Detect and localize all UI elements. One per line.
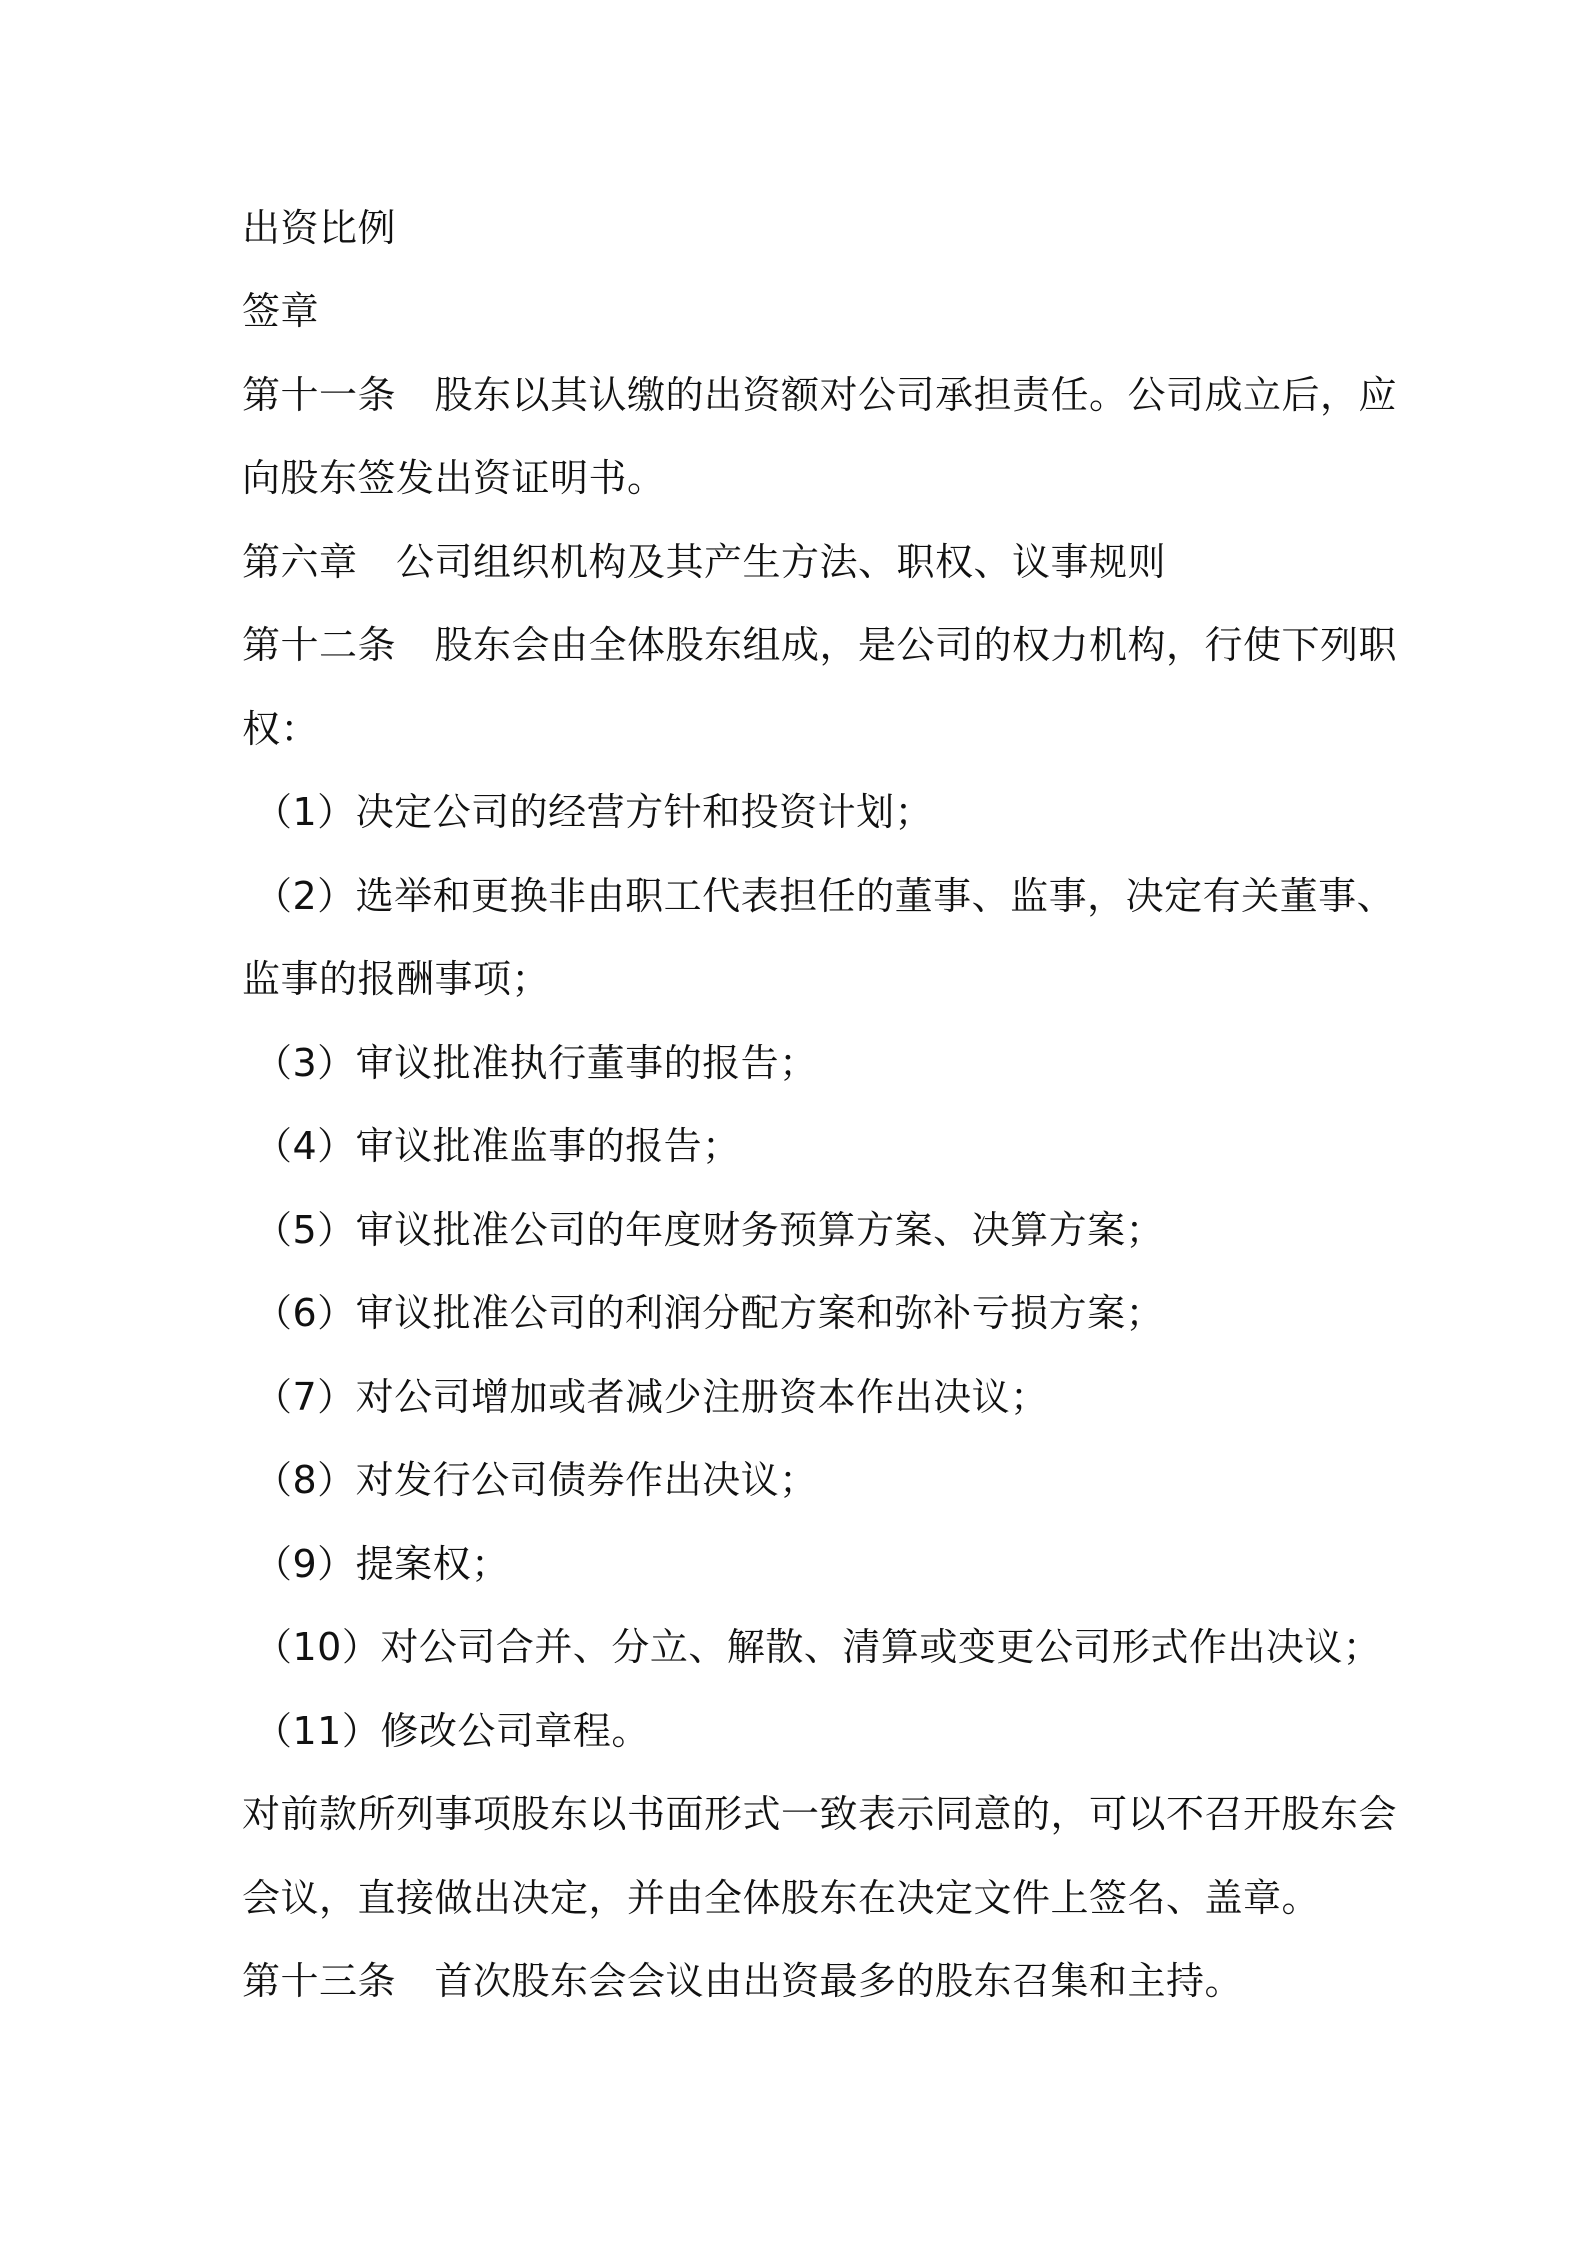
power-item-5: （5）审议批准公司的年度财务预算方案、决算方案； [254, 1208, 1165, 1252]
article-12-line-2: 权： [242, 707, 320, 751]
article-11-line-1: 第十一条 股东以其认缴的出资额对公司承担责任。公司成立后，应 [242, 373, 1398, 417]
article-12-line-1: 第十二条 股东会由全体股东组成，是公司的权力机构，行使下列职 [242, 623, 1398, 667]
power-item-11: （11）修改公司章程。 [254, 1709, 650, 1753]
chapter-6-heading: 第六章 公司组织机构及其产生方法、职权、议事规则 [242, 540, 1167, 584]
written-consent-line-2: 会议，直接做出决定，并由全体股东在决定文件上签名、盖章。 [242, 1876, 1321, 1920]
power-item-2-line-1: （2）选举和更换非由职工代表担任的董事、监事，决定有关董事、 [254, 874, 1396, 918]
text-line-signature: 签章 [242, 289, 320, 333]
power-item-4: （4）审议批准监事的报告； [254, 1124, 741, 1168]
text-line-capital-ratio: 出资比例 [242, 206, 397, 250]
article-13-line: 第十三条 首次股东会会议由出资最多的股东召集和主持。 [242, 1959, 1244, 2003]
article-11-line-2: 向股东签发出资证明书。 [242, 456, 666, 500]
power-item-1: （1）决定公司的经营方针和投资计划； [254, 790, 934, 834]
power-item-3: （3）审议批准执行董事的报告； [254, 1041, 818, 1085]
power-item-9: （9）提案权； [254, 1542, 510, 1586]
power-item-8: （8）对发行公司债券作出决议； [254, 1458, 818, 1502]
power-item-2-line-2: 监事的报酬事项； [242, 957, 551, 1001]
written-consent-line-1: 对前款所列事项股东以书面形式一致表示同意的，可以不召开股东会 [242, 1792, 1398, 1836]
power-item-7: （7）对公司增加或者减少注册资本作出决议； [254, 1375, 1049, 1419]
power-item-6: （6）审议批准公司的利润分配方案和弥补亏损方案； [254, 1291, 1165, 1335]
power-item-10: （10）对公司合并、分立、解散、清算或变更公司形式作出决议； [254, 1625, 1382, 1669]
